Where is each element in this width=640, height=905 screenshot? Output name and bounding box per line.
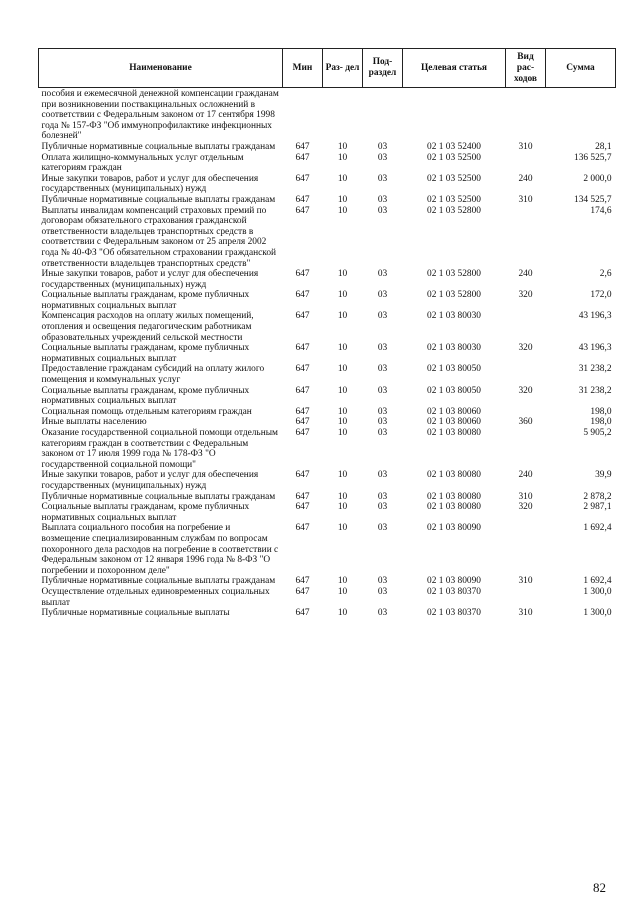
row-name: Оплата жилищно-коммунальных услуг отдельным категориям граждан <box>41 152 244 174</box>
row-vid: 310 <box>518 608 533 619</box>
table-row <box>39 269 616 290</box>
row-podrazdel: 03 <box>377 406 388 417</box>
row-summa: 2 878,2 <box>583 491 612 502</box>
row-statya: 02 1 03 52800 <box>427 205 481 216</box>
row-statya: 02 1 03 80090 <box>427 523 481 534</box>
row-vid <box>506 153 546 174</box>
table-row <box>39 364 616 385</box>
row-statya: 02 1 03 80030 <box>427 311 481 322</box>
table-row <box>39 523 616 576</box>
row-podrazdel: 03 <box>377 586 388 597</box>
row-razdel: 10 <box>337 586 348 597</box>
row-podrazdel: 03 <box>377 576 388 587</box>
row-vid <box>506 364 546 385</box>
row-statya: 02 1 03 52500 <box>427 152 481 163</box>
row-podrazdel: 03 <box>377 290 388 301</box>
row-vid: 310 <box>518 491 533 502</box>
row-name: Публичные нормативные социальные выплаты <box>41 608 230 619</box>
row-name: Социальные выплаты гражданам, кроме публичных нормативных социальных выплат <box>41 502 250 523</box>
row-statya: 02 1 03 80370 <box>427 608 481 619</box>
row-vid <box>506 206 546 270</box>
table-row <box>39 492 616 503</box>
row-razdel: 10 <box>337 290 348 301</box>
row-summa: 1 300,0 <box>583 608 612 619</box>
row-min: 647 <box>295 523 310 534</box>
row-razdel: 10 <box>337 173 348 184</box>
table-row <box>39 502 616 523</box>
row-razdel: 10 <box>337 343 348 354</box>
row-summa: 39,9 <box>595 470 612 481</box>
table-row <box>39 206 616 270</box>
row-name: Социальные выплаты гражданам, кроме публичных нормативных социальных выплат <box>41 343 250 364</box>
row-podrazdel: 03 <box>377 428 388 438</box>
row-name: Публичные нормативные социальные выплаты гражданам <box>41 194 276 205</box>
row-statya <box>403 88 506 142</box>
row-min: 647 <box>295 385 310 396</box>
table-row <box>39 587 616 608</box>
row-razdel: 10 <box>337 502 348 513</box>
row-vid: 240 <box>518 269 533 280</box>
row-statya: 02 1 03 80080 <box>427 491 481 502</box>
row-vid: 240 <box>518 173 533 184</box>
row-summa: 43 196,3 <box>578 343 612 354</box>
row-summa: 134 525,7 <box>574 194 612 205</box>
row-min: 647 <box>295 205 310 216</box>
row-name: Осуществление отдельных единовременных социальных выплат <box>41 586 270 608</box>
table-row <box>39 174 616 195</box>
table-header-row <box>39 49 616 88</box>
table-row <box>39 290 616 311</box>
row-statya: 02 1 03 80080 <box>427 502 481 513</box>
row-podrazdel: 03 <box>377 311 388 322</box>
row-vid <box>506 587 546 608</box>
table-row <box>39 428 616 470</box>
table-row <box>39 153 616 174</box>
row-name: Публичные нормативные социальные выплаты гражданам <box>41 576 276 587</box>
row-min: 647 <box>295 141 310 152</box>
row-summa: 174,6 <box>590 205 612 216</box>
row-min: 647 <box>295 290 310 301</box>
row-razdel: 10 <box>337 608 348 619</box>
row-razdel <box>323 88 363 142</box>
row-statya: 02 1 03 80050 <box>427 385 481 396</box>
header-vid: Вид рас- ходов <box>506 49 546 88</box>
row-razdel: 10 <box>337 311 348 322</box>
table-row <box>39 88 616 142</box>
row-razdel: 10 <box>337 269 348 280</box>
row-summa: 172,0 <box>590 290 612 301</box>
row-summa: 31 238,2 <box>578 385 612 396</box>
row-min: 647 <box>295 586 310 597</box>
row-vid: 320 <box>518 385 533 396</box>
row-podrazdel: 03 <box>377 205 388 216</box>
row-min <box>283 88 323 142</box>
row-min: 647 <box>295 417 310 428</box>
row-statya: 02 1 03 80060 <box>427 406 481 417</box>
row-razdel: 10 <box>337 141 348 152</box>
row-statya: 02 1 03 80080 <box>427 428 481 438</box>
row-razdel: 10 <box>337 152 348 163</box>
table-row <box>39 608 616 619</box>
row-min: 647 <box>295 406 310 417</box>
table-row <box>39 195 616 206</box>
header-razdel: Раз- дел <box>323 49 363 88</box>
row-podrazdel: 03 <box>377 173 388 184</box>
row-min: 647 <box>295 194 310 205</box>
row-summa: 2,6 <box>599 269 612 280</box>
row-name: Предоставление гражданам субсидий на оплату жилого помещения и коммунальных услуг <box>41 364 265 386</box>
row-min: 647 <box>295 152 310 163</box>
row-min: 647 <box>295 470 310 481</box>
table-row <box>39 343 616 364</box>
row-min: 647 <box>295 311 310 322</box>
row-name: Компенсация расходов на оплату жилых помещений, отопления и освещения педагогическим работникам образовательных учреждений сельской местности <box>41 311 254 343</box>
row-name: Публичные нормативные социальные выплаты гражданам <box>41 141 276 152</box>
row-vid: 240 <box>518 470 533 481</box>
row-vid: 320 <box>518 502 533 513</box>
table-row <box>39 576 616 587</box>
table-row <box>39 311 616 343</box>
row-podrazdel: 03 <box>377 417 388 428</box>
row-vid <box>506 88 546 142</box>
row-name: Иные закупки товаров, работ и услуг для обеспечения государственных (муниципальных) нужд <box>41 173 259 195</box>
row-statya: 02 1 03 52500 <box>427 173 481 184</box>
row-statya: 02 1 03 80050 <box>427 364 481 375</box>
row-podrazdel: 03 <box>377 385 388 396</box>
row-statya: 02 1 03 52800 <box>427 269 481 280</box>
row-summa: 1 692,4 <box>583 576 612 587</box>
row-statya: 02 1 03 52800 <box>427 290 481 301</box>
row-vid <box>506 407 546 418</box>
row-name: Выплата социального пособия на погребение и возмещение специализированным службам по вопросам похоронного дела расходов на погребение в соответствии с Федеральным законом от 12 января 1996 года № 8-ФЗ "О погребении и похоронном деле" <box>41 523 279 576</box>
row-podrazdel: 03 <box>377 470 388 481</box>
row-statya: 02 1 03 80030 <box>427 343 481 354</box>
row-min: 647 <box>295 608 310 619</box>
row-razdel: 10 <box>337 428 348 438</box>
row-vid: 310 <box>518 141 533 152</box>
row-vid: 310 <box>518 194 533 205</box>
row-summa: 198,0 <box>590 406 612 417</box>
row-podrazdel: 03 <box>377 141 388 152</box>
row-name: Социальная помощь отдельным категориям граждан <box>41 406 252 417</box>
row-podrazdel: 03 <box>377 491 388 502</box>
row-podrazdel: 03 <box>377 269 388 280</box>
row-podrazdel: 03 <box>377 194 388 205</box>
row-vid <box>506 311 546 343</box>
table-row <box>39 407 616 418</box>
row-summa: 31 238,2 <box>578 364 612 375</box>
row-podrazdel: 03 <box>377 364 388 375</box>
row-min: 647 <box>295 173 310 184</box>
row-statya: 02 1 03 80090 <box>427 576 481 587</box>
row-min: 647 <box>295 343 310 354</box>
header-name: Наименование <box>39 49 283 88</box>
row-min: 647 <box>295 269 310 280</box>
row-podrazdel: 03 <box>377 343 388 354</box>
budget-table <box>38 48 616 619</box>
row-vid: 310 <box>518 576 533 587</box>
row-name: Социальные выплаты гражданам, кроме публичных нормативных социальных выплат <box>41 385 250 407</box>
row-razdel: 10 <box>337 523 348 534</box>
row-statya: 02 1 03 52500 <box>427 194 481 205</box>
row-summa: 2 000,0 <box>583 173 612 184</box>
row-min: 647 <box>295 491 310 502</box>
row-name: Выплаты инвалидам компенсаций страховых премий по договорам обязательного страхования гражданской ответственности владельцев транспортных средств в соответствии с Федеральным законом от 25 апреля 2002 года № 40-ФЗ "Об обязательном страховании гражданской ответственности владельцев транспортных средств" <box>41 205 277 269</box>
row-podrazdel <box>363 88 403 142</box>
header-statya: Целевая статья <box>403 49 506 88</box>
row-podrazdel: 03 <box>377 608 388 619</box>
row-razdel: 10 <box>337 385 348 396</box>
row-summa: 198,0 <box>590 417 612 428</box>
table-row <box>39 386 616 407</box>
table-row <box>39 470 616 491</box>
row-vid: 320 <box>518 343 533 354</box>
row-summa: 1 300,0 <box>583 586 612 597</box>
row-summa: 43 196,3 <box>578 311 612 322</box>
row-podrazdel: 03 <box>377 152 388 163</box>
row-razdel: 10 <box>337 364 348 375</box>
row-statya: 02 1 03 80370 <box>427 586 481 597</box>
row-razdel: 10 <box>337 470 348 481</box>
row-name: Иные закупки товаров, работ и услуг для обеспечения государственных (муниципальных) нужд <box>41 470 259 491</box>
row-summa <box>546 88 616 142</box>
row-razdel: 10 <box>337 576 348 587</box>
row-name: Иные закупки товаров, работ и услуг для обеспечения государственных (муниципальных) нужд <box>41 269 259 290</box>
row-min: 647 <box>295 502 310 513</box>
row-podrazdel: 03 <box>377 523 388 534</box>
row-name: Иные выплаты населению <box>41 417 147 428</box>
row-summa: 5 905,2 <box>583 428 612 438</box>
row-name: Публичные нормативные социальные выплаты гражданам <box>41 491 276 502</box>
row-statya: 02 1 03 52400 <box>427 141 481 152</box>
row-summa: 1 692,4 <box>583 523 612 534</box>
row-razdel: 10 <box>337 417 348 428</box>
page-number: 82 <box>593 880 606 895</box>
row-summa: 2 987,1 <box>583 502 612 513</box>
row-name: Оказание государственной социальной помощи отдельным категориям граждан в соответствии с Федеральным законом от 17 июля 1999 года № 178-ФЗ "О государственной социальной помощи" <box>41 428 278 470</box>
row-name: пособия и ежемесячной денежной компенсации гражданам при возникновении поствакцинальных осложнений в соответствии с Федеральным законом от 17 сентября 1998 года № 157-ФЗ "Об иммунопрофилактике инфекционных болезней" <box>41 89 279 142</box>
row-vid <box>506 523 546 576</box>
row-summa: 28,1 <box>595 141 612 152</box>
table-row <box>39 142 616 153</box>
row-vid <box>506 428 546 470</box>
header-podrazdel: Под- раздел <box>363 49 403 88</box>
header-summa: Сумма <box>546 49 616 88</box>
row-razdel: 10 <box>337 194 348 205</box>
row-vid: 360 <box>518 417 533 428</box>
row-summa: 136 525,7 <box>574 152 612 163</box>
row-statya: 02 1 03 80060 <box>427 417 481 428</box>
row-min: 647 <box>295 364 310 375</box>
row-name: Социальные выплаты гражданам, кроме публичных нормативных социальных выплат <box>41 290 250 311</box>
row-podrazdel: 03 <box>377 502 388 513</box>
row-razdel: 10 <box>337 205 348 216</box>
row-min: 647 <box>295 576 310 587</box>
row-razdel: 10 <box>337 406 348 417</box>
table-row <box>39 417 616 428</box>
row-vid: 320 <box>518 290 533 301</box>
row-min: 647 <box>295 428 310 438</box>
row-razdel: 10 <box>337 491 348 502</box>
row-statya: 02 1 03 80080 <box>427 470 481 481</box>
header-min: Мин <box>283 49 323 88</box>
